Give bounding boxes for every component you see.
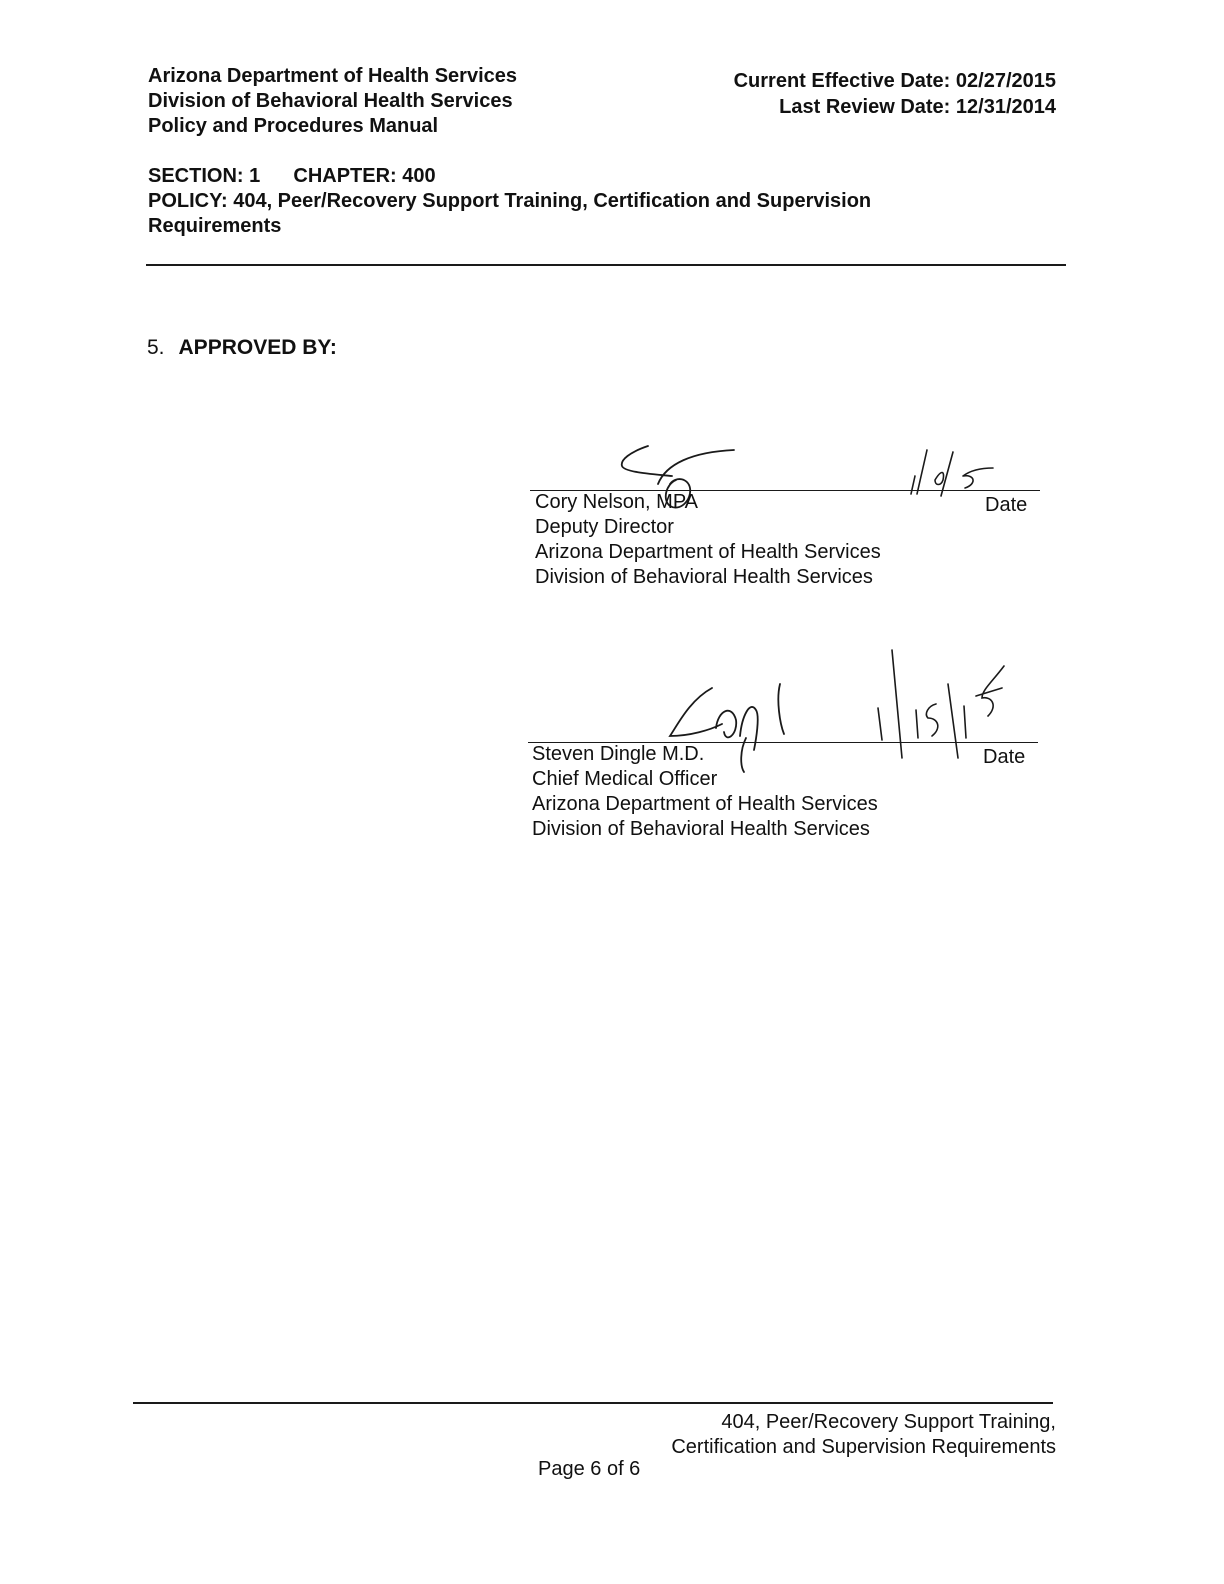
chapter-label: CHAPTER:	[293, 165, 397, 187]
effective-date-label: Current Effective Date:	[733, 70, 951, 92]
approved-by-number: 5.	[147, 336, 165, 359]
policy-value-continued: Requirements	[148, 215, 282, 237]
manual-name-line: Policy and Procedures Manual	[148, 115, 439, 137]
signatory-1-title: Deputy Director	[535, 516, 674, 538]
approved-by-text: APPROVED BY:	[178, 336, 337, 359]
policy-row	[148, 189, 1028, 214]
policy-label: POLICY:	[148, 190, 228, 212]
division-name-line: Division of Behavioral Health Services	[148, 90, 513, 112]
review-date-value: 12/31/2014	[955, 96, 1056, 118]
signatory-2-title: Chief Medical Officer	[532, 768, 718, 790]
page-number: Page 6 of 6	[538, 1458, 641, 1480]
signatory-2-org-line1: Arizona Department of Health Services	[532, 793, 878, 815]
effective-date-value: 02/27/2015	[955, 70, 1056, 92]
signatory-1-org-line1: Arizona Department of Health Services	[535, 541, 881, 563]
footer-policy-title	[671, 1410, 1056, 1460]
policy-value: 404, Peer/Recovery Support Training, Certification and Supervision	[233, 190, 872, 212]
organization-header	[148, 64, 517, 139]
org-name-line: Arizona Department of Health Services	[148, 65, 517, 87]
approved-by-heading	[147, 336, 337, 360]
chapter-value: 400	[402, 165, 436, 187]
date-label-1: Date	[985, 494, 1028, 516]
section-value: 1	[249, 165, 261, 187]
signatory-1-name: Cory Nelson, MPA	[535, 491, 699, 513]
signatory-2-name: Steven Dingle M.D.	[532, 743, 705, 765]
review-date-label: Last Review Date:	[779, 96, 951, 118]
footer-line-2: Certification and Supervision Requirements	[671, 1436, 1056, 1458]
signatory-2-org-line2: Division of Behavioral Health Services	[532, 818, 870, 840]
date-label-2: Date	[983, 746, 1026, 768]
policy-identification	[148, 164, 1028, 239]
section-label: SECTION:	[148, 165, 244, 187]
signatory-1-details	[535, 490, 881, 590]
section-chapter-row	[148, 164, 1028, 189]
effective-date-row	[734, 68, 1056, 94]
signatory-2-details	[532, 742, 878, 842]
footer-divider	[133, 1402, 1053, 1404]
footer-line-1: 404, Peer/Recovery Support Training,	[721, 1411, 1056, 1433]
review-date-row	[734, 94, 1056, 120]
signatory-1-org-line2: Division of Behavioral Health Services	[535, 566, 873, 588]
dates-header	[734, 68, 1056, 120]
header-divider	[146, 264, 1066, 266]
